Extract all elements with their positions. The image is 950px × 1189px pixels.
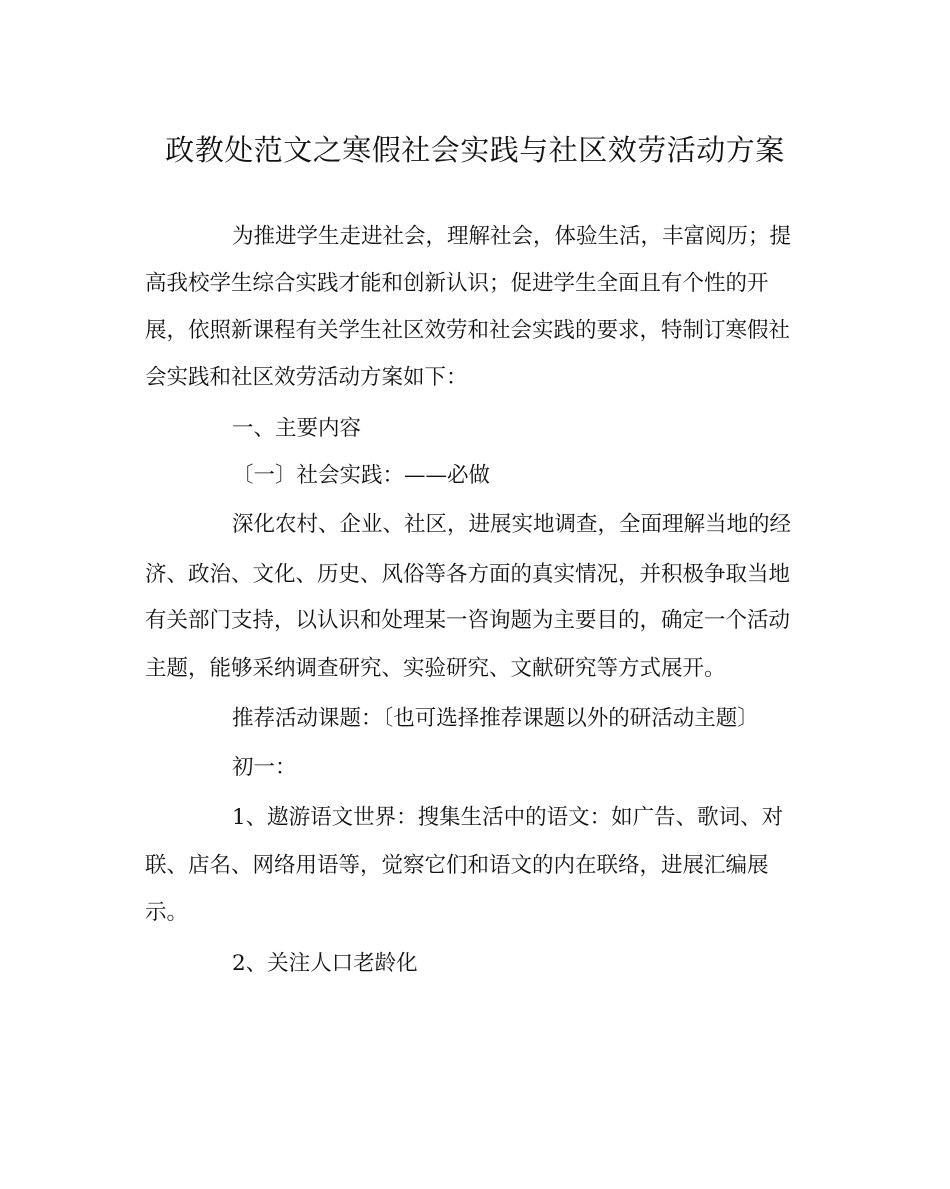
practice-line-1: 深化农村、企业、社区，进展实地调查，全面理解当地的经 <box>232 512 792 537</box>
topic1-line-2: 联、店名、网络用语等，觉察它们和语文的内在联络，进展汇编展 <box>145 853 769 878</box>
practice-line-4: 主题，能够采纳调查研究、实验研究、文献研究等方式展开。 <box>145 656 726 681</box>
topic1-line-1: 1、遨游语文世界：搜集生活中的语文：如广告、歌词、对 <box>232 805 784 830</box>
practice-line-2: 济、政治、文化、历史、风俗等各方面的真实情况，并积极争取当地 <box>145 562 791 587</box>
intro-line-4: 会实践和社区效劳活动方案如下： <box>145 365 468 390</box>
grade-heading: 初一： <box>232 755 297 780</box>
intro-line-2: 高我校学生综合实践才能和创新认识；促进学生全面且有个性的开 <box>145 271 769 296</box>
recommend-heading: 推荐活动课题：〔也可选择推荐课题以外的研活动主题〕 <box>232 706 759 731</box>
document-title: 政教处范文之寒假社会实践与社区效劳活动方案 <box>165 133 785 167</box>
topic1-line-3: 示。 <box>145 900 189 925</box>
intro-line-1: 为推进学生走进社会，理解社会，体验生活，丰富阅历；提 <box>232 224 792 249</box>
practice-line-3: 有关部门支持，以认识和处理某一咨询题为主要目的，确定一个活动 <box>145 608 791 633</box>
intro-line-3: 展，依照新课程有关学生社区效劳和社会实践的要求，特制订寒假社 <box>145 318 791 343</box>
section-heading-main-content: 一、主要内容 <box>232 416 362 441</box>
subsection-heading-social-practice: 〔一〕社会实践：——必做 <box>232 463 491 488</box>
topic2-line: 2、关注人口老龄化 <box>232 951 418 976</box>
